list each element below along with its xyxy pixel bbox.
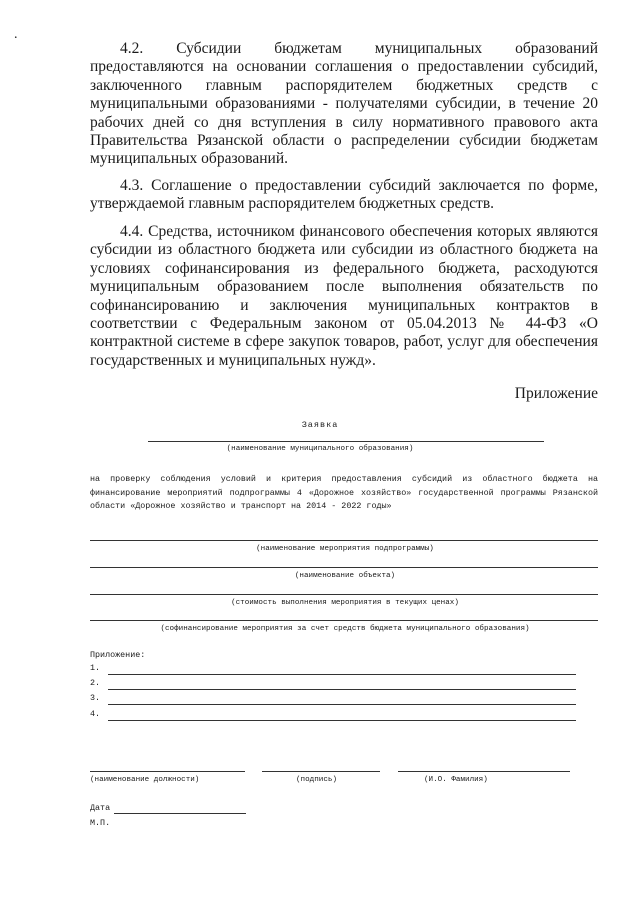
form-title: Заявка: [301, 420, 339, 430]
position-line: [90, 771, 245, 772]
paragraph-4-4: [90, 223, 598, 370]
date-label: Дата: [90, 803, 111, 813]
attachment-line-4: [108, 720, 576, 721]
form-body: на проверку соблюдения условий и критерия предоставления субсидий из областного бюджета на финансирование мероприятий подпрограммы 4 «Дорожное хозяйство» государственной программы Рязанской области «Дорожное хозяйство и транспорт на 2014 - 2022 годы»: [90, 474, 598, 511]
paragraph-4-3-text: 4.3. Соглашение о предоставлении субсидий заключается по форме, утверждаемой главным распорядителем бюджетных средств.: [90, 177, 598, 213]
event-caption: (наименование мероприятия подпрограммы): [256, 545, 434, 553]
cost-line: [90, 594, 598, 595]
paragraph-4-2-text: 4.2. Субсидии бюджетам муниципальных образований предоставляются на основании соглашения о предоставлении субсидий, заключенного главным распорядителем бюджетных средств с муниципальными образованиями - получателями субсидии, в течение 20 рабочих дней со дня вступления в силу нормативного правового акта Правительства Рязанской области о распределении субсидии бюджетам муниципальных образований.: [90, 40, 598, 168]
stamp-label: М.П.: [90, 818, 111, 828]
cost-caption: (стоимость выполнения мероприятия в текущих ценах): [231, 599, 459, 607]
signature-caption: (подпись): [296, 776, 338, 784]
full-name-caption: (И.О. Фамилия): [424, 776, 488, 784]
paragraph-4-4-text: 4.4. Средства, источником финансового обеспечения которых являются субсидии из областного бюджета или субсидии из областного бюджета на условиях софинансирования из федерального бюджета, расходуются муниципальным образованием после выполнения обязательств по софинансированию и заключения муниципальных контрактов в соответствии с Федеральным законом от 05.04.2013 № 44-ФЗ «О контрактной системе в сфере закупок товаров, работ, услуг для обеспечения государственных и муниципальных нужд».: [90, 223, 598, 369]
paragraph-4-3: [90, 177, 598, 214]
municipality-line: [148, 441, 544, 442]
object-line: [90, 567, 598, 568]
paragraph-4-2: [90, 40, 598, 169]
attachments-title: Приложение:: [90, 650, 146, 660]
object-caption: (наименование объекта): [294, 572, 396, 580]
appendix-label: Приложение: [514, 385, 598, 402]
attachment-number-2: 2.: [90, 678, 101, 688]
attachment-number-3: 3.: [90, 693, 101, 703]
attachment-number-4: 4.: [90, 709, 101, 719]
position-caption: (наименование должности): [90, 776, 200, 784]
attachment-line-3: [108, 704, 576, 705]
signature-line: [262, 771, 380, 772]
scan-mark: .: [14, 27, 18, 42]
date-line: [114, 813, 246, 814]
attachment-line-2: [108, 689, 576, 690]
attachment-number-1: 1.: [90, 663, 101, 673]
municipality-caption: (наименование муниципального образования): [226, 445, 414, 453]
attachment-line-1: [108, 674, 576, 675]
name-line: [398, 771, 570, 772]
cofinancing-caption: (софинансирование мероприятия за счет средств бюджета муниципального образования): [160, 625, 530, 633]
cofinancing-line: [90, 620, 598, 621]
event-line: [90, 540, 598, 541]
